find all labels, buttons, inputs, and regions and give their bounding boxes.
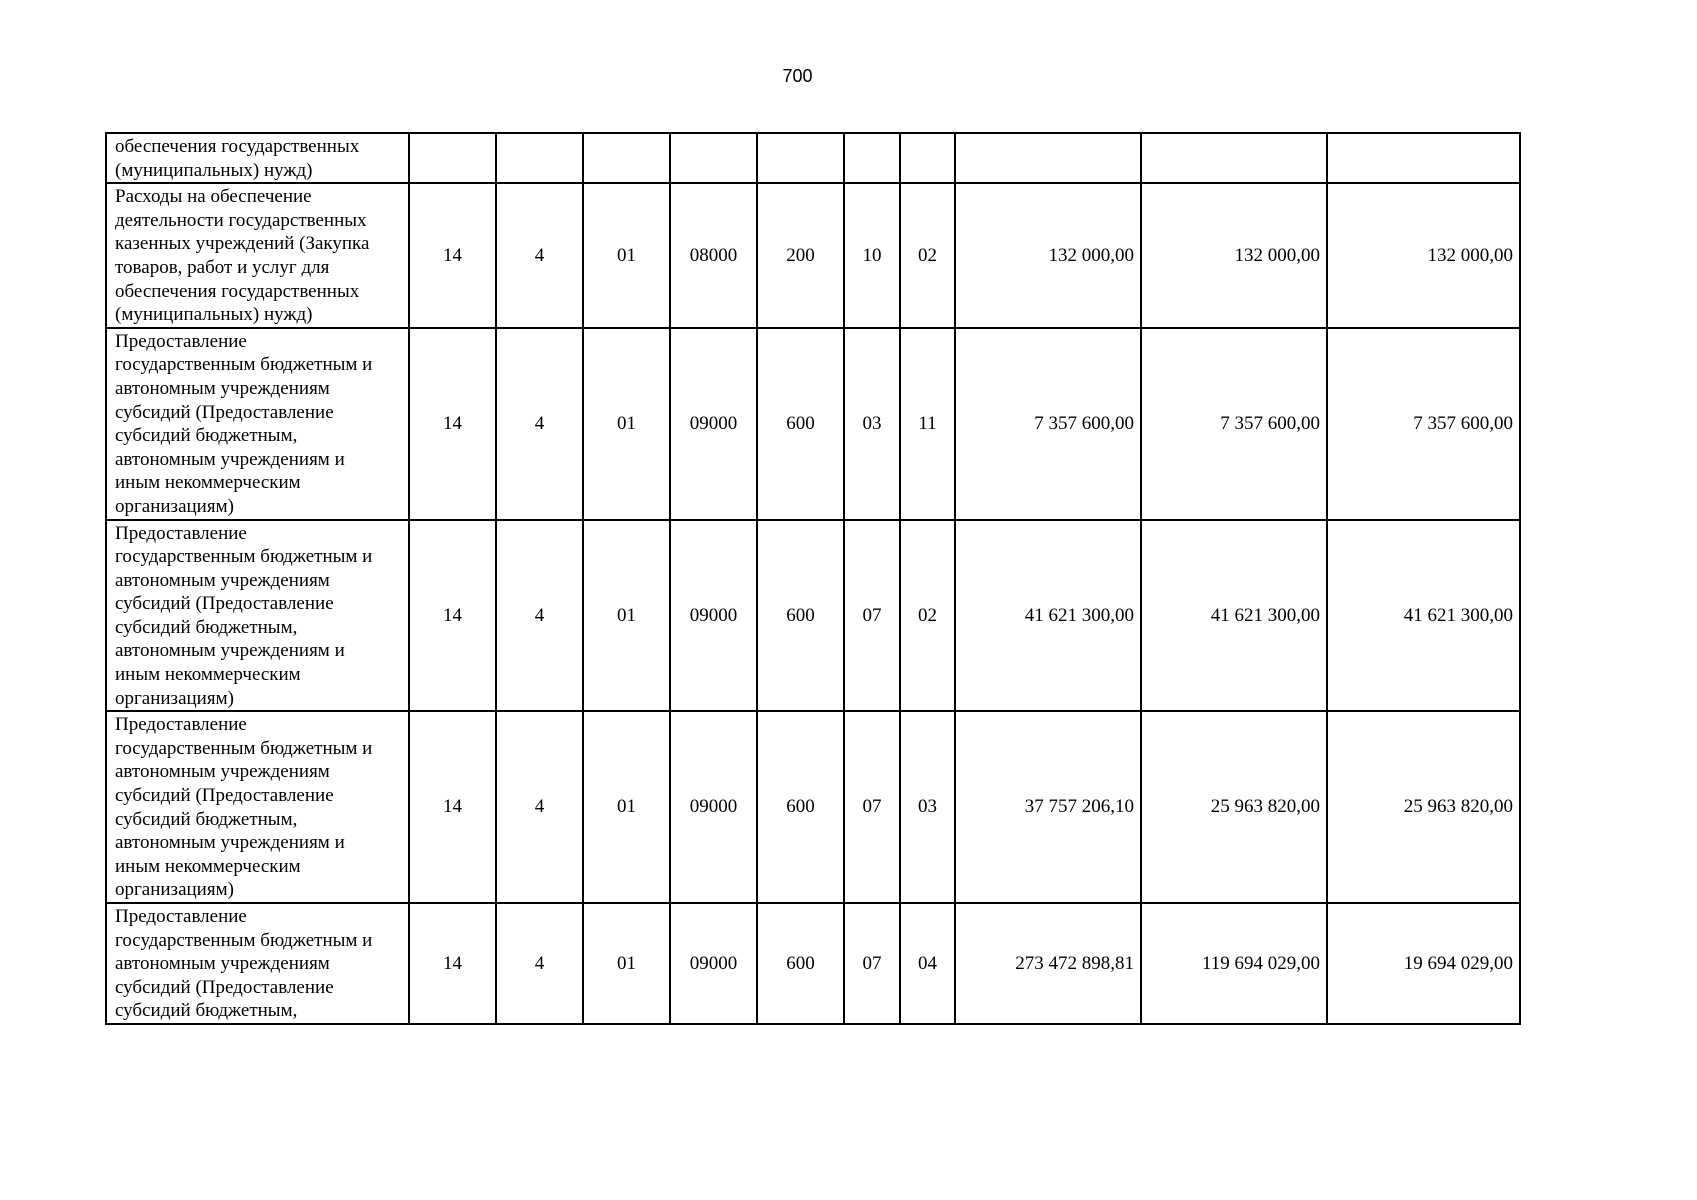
table-row (106, 520, 1520, 712)
row-description: Предоставление государственным бюджетным и автономным учреждениям субсидий (Предоставление субсидий бюджетным, (106, 903, 409, 1024)
amount-cell: 132 000,00 (955, 183, 1141, 328)
amount-cell: 25 963 820,00 (1327, 711, 1520, 903)
amount-cell: 132 000,00 (1141, 183, 1327, 328)
table-row (106, 328, 1520, 520)
code-cell: 09000 (670, 903, 757, 1024)
table-row (106, 133, 1520, 183)
amount-cell: 7 357 600,00 (1327, 328, 1520, 520)
code-cell: 07 (844, 711, 900, 903)
table-row (106, 183, 1520, 328)
table-row (106, 903, 1520, 1024)
amount-cell: 7 357 600,00 (955, 328, 1141, 520)
code-cell: 04 (900, 903, 955, 1024)
code-cell: 09000 (670, 328, 757, 520)
amount-cell: 25 963 820,00 (1141, 711, 1327, 903)
amount-cell (955, 133, 1141, 183)
amount-cell: 119 694 029,00 (1141, 903, 1327, 1024)
amount-cell: 37 757 206,10 (955, 711, 1141, 903)
code-cell: 14 (409, 711, 496, 903)
code-cell: 4 (496, 711, 583, 903)
code-cell: 01 (583, 520, 670, 712)
amount-cell: 7 357 600,00 (1141, 328, 1327, 520)
code-cell: 600 (757, 711, 844, 903)
code-cell: 14 (409, 328, 496, 520)
table-row (106, 711, 1520, 903)
code-cell: 11 (900, 328, 955, 520)
code-cell (844, 133, 900, 183)
code-cell: 4 (496, 903, 583, 1024)
code-cell (670, 133, 757, 183)
page-number: 700 (782, 66, 813, 86)
amount-cell: 41 621 300,00 (1141, 520, 1327, 712)
code-cell: 600 (757, 328, 844, 520)
code-cell: 03 (900, 711, 955, 903)
code-cell: 01 (583, 903, 670, 1024)
row-description: Предоставление государственным бюджетным и автономным учреждениям субсидий (Предоставление субсидий бюджетным, автономным учреждениям и иным некоммерческим организациям) (106, 711, 409, 903)
amount-cell: 41 621 300,00 (1327, 520, 1520, 712)
budget-table (105, 132, 1521, 1025)
code-cell: 10 (844, 183, 900, 328)
code-cell (900, 133, 955, 183)
amount-cell (1327, 133, 1520, 183)
row-description: Расходы на обеспечение деятельности государственных казенных учреждений (Закупка товаров, работ и услуг для обеспечения государственных (муниципальных) нужд) (106, 183, 409, 328)
code-cell: 200 (757, 183, 844, 328)
code-cell: 08000 (670, 183, 757, 328)
code-cell: 02 (900, 520, 955, 712)
code-cell: 09000 (670, 711, 757, 903)
code-cell: 02 (900, 183, 955, 328)
amount-cell: 41 621 300,00 (955, 520, 1141, 712)
code-cell: 14 (409, 520, 496, 712)
code-cell: 600 (757, 903, 844, 1024)
code-cell (409, 133, 496, 183)
code-cell: 03 (844, 328, 900, 520)
amount-cell: 273 472 898,81 (955, 903, 1141, 1024)
code-cell: 07 (844, 520, 900, 712)
code-cell: 4 (496, 520, 583, 712)
code-cell: 4 (496, 183, 583, 328)
amount-cell (1141, 133, 1327, 183)
amount-cell: 19 694 029,00 (1327, 903, 1520, 1024)
code-cell: 4 (496, 328, 583, 520)
row-description: Предоставление государственным бюджетным и автономным учреждениям субсидий (Предоставление субсидий бюджетным, автономным учреждениям и иным некоммерческим организациям) (106, 328, 409, 520)
code-cell: 01 (583, 328, 670, 520)
code-cell: 14 (409, 903, 496, 1024)
code-cell (757, 133, 844, 183)
code-cell: 14 (409, 183, 496, 328)
code-cell: 07 (844, 903, 900, 1024)
code-cell: 09000 (670, 520, 757, 712)
code-cell: 600 (757, 520, 844, 712)
code-cell: 01 (583, 183, 670, 328)
row-description: Предоставление государственным бюджетным и автономным учреждениям субсидий (Предоставление субсидий бюджетным, автономным учреждениям и иным некоммерческим организациям) (106, 520, 409, 712)
code-cell: 01 (583, 711, 670, 903)
row-description: обеспечения государственных (муниципальных) нужд) (106, 133, 409, 183)
code-cell (583, 133, 670, 183)
amount-cell: 132 000,00 (1327, 183, 1520, 328)
code-cell (496, 133, 583, 183)
